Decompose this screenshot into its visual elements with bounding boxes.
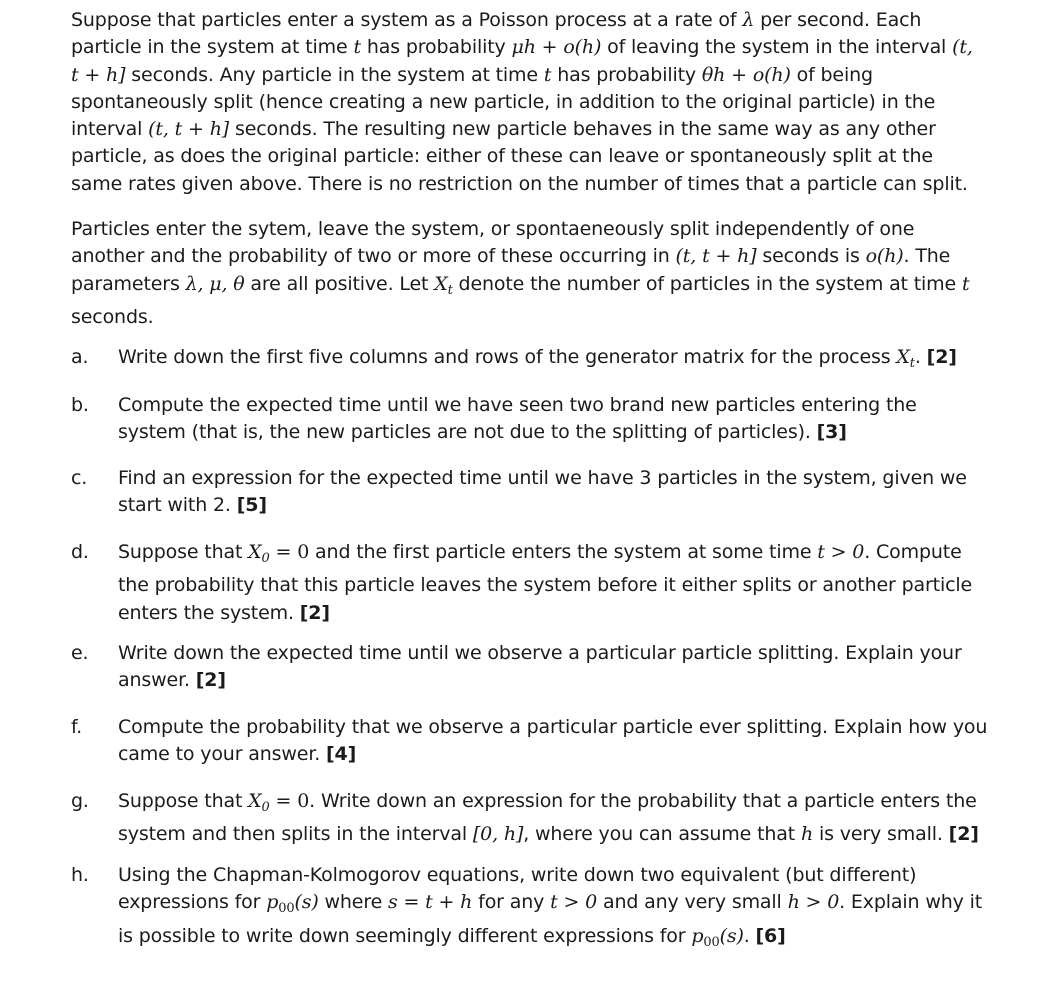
question-label: h. xyxy=(71,864,89,886)
question-text xyxy=(118,344,988,377)
text: of being spontaneously split (hence creating a new particle, in addition to the original particle) in the interval xyxy=(71,63,936,141)
text: Using the Chapman-Kolmogorov equations, write down two equivalent (but different) expressions for xyxy=(118,864,917,914)
text: . xyxy=(743,924,756,947)
math-subscript: 0 xyxy=(261,551,270,566)
question-text xyxy=(118,640,988,695)
question-text xyxy=(118,788,988,849)
math-subscript: 00 xyxy=(278,901,295,917)
math-lambda: λ xyxy=(742,9,755,31)
text: seconds is xyxy=(756,245,866,268)
text: Compute the expected time until we have seen two brand new particles entering the system (that is, the new particles are not due to the splitting of particles). xyxy=(118,394,917,444)
text: . xyxy=(914,346,927,368)
question-text xyxy=(118,714,988,769)
math-t-positive: t > 0 xyxy=(817,541,865,563)
text: . Explain why it is possible to write down seemingly different expressions for xyxy=(118,891,983,947)
text: . Write down an expression for the probability that a particle enters the system and then splits in the interval xyxy=(118,790,977,846)
text: . The parameters xyxy=(71,245,951,295)
intro-paragraph-2 xyxy=(71,216,986,331)
text: Suppose that xyxy=(118,541,249,563)
question-label: g. xyxy=(71,790,89,812)
math-interval: (t, t + h] xyxy=(71,36,973,86)
text: Find an expression for the expected time until we have 3 particles in the system, given we start with 2. xyxy=(118,467,967,517)
math-s: (s) xyxy=(294,891,319,914)
math-split-prob: θh + o(h) xyxy=(701,63,791,86)
marks: [6] xyxy=(755,924,786,947)
math-interval: [0, h] xyxy=(472,823,524,846)
marks: [2] xyxy=(195,669,226,692)
text: are all positive. Let xyxy=(244,272,435,295)
math-interval: (t, t + h] xyxy=(148,118,230,141)
text: is very small. xyxy=(813,823,949,846)
math-subscript: t xyxy=(909,356,915,371)
math-p: p xyxy=(691,924,704,947)
math-equals-zero: = 0 xyxy=(269,541,310,563)
question-label: d. xyxy=(71,541,89,563)
text: seconds. xyxy=(71,305,154,328)
math-leave-prob: μh + o(h) xyxy=(511,36,602,59)
text: has probability xyxy=(551,63,702,86)
question-label: e. xyxy=(71,642,89,664)
math-t-positive: t > 0 xyxy=(550,891,598,914)
math-p: p xyxy=(266,891,279,914)
math-subscript: t xyxy=(447,282,453,298)
question-text xyxy=(118,539,988,627)
marks: [2] xyxy=(299,601,330,624)
text: seconds. Any particle in the system at time xyxy=(125,63,544,86)
math-t: t xyxy=(353,36,361,59)
marks: [2] xyxy=(926,346,957,368)
marks: [5] xyxy=(236,494,267,517)
text: Write down the first five columns and rows of the generator matrix for the process xyxy=(118,346,897,368)
text: and any very small xyxy=(597,891,788,914)
math-t: t xyxy=(961,272,970,295)
math-t: t xyxy=(543,63,552,86)
text: Particles enter the sytem, leave the system, or spontaeneously split independently of one another and the probability of two or more of these occurring in xyxy=(71,218,915,268)
question-text xyxy=(118,862,988,956)
marks: [2] xyxy=(948,823,979,846)
text: Write down the expected time until we observe a particular particle splitting. Explain your answer. xyxy=(118,642,962,692)
question-label: b. xyxy=(71,394,89,416)
text: of leaving the system in the interval xyxy=(601,36,953,59)
math-X: X xyxy=(896,346,910,368)
text: denote the number of particles in the system at time xyxy=(452,272,962,295)
text: seconds. The resulting new particle behaves in the same way as any other particle, as does the original particle: either of these can leave or spontaneously split at the same rates given above. There is no restriction on the number of times that a particle can split. xyxy=(71,118,968,195)
math-X: X xyxy=(248,541,262,563)
intro-paragraph-1 xyxy=(71,7,986,198)
math-parameters: λ, μ, θ xyxy=(185,272,245,295)
math-subscript: 0 xyxy=(261,800,270,815)
question-text xyxy=(118,465,988,520)
question-text xyxy=(118,392,988,447)
text: , where you can assume that xyxy=(523,823,801,846)
math-s-equals: s = t + h xyxy=(388,891,473,914)
math-equals-zero: = 0 xyxy=(269,790,310,812)
text: has probability xyxy=(360,36,512,59)
math-interval: (t, t + h] xyxy=(675,245,757,268)
marks: [3] xyxy=(816,421,847,444)
math-s: (s) xyxy=(719,924,744,947)
text: . Compute the probability that this particle leaves the system before it either splits or another particle enters the system. xyxy=(118,541,973,624)
text: and the first particle enters the system at some time xyxy=(309,541,818,563)
question-label: f. xyxy=(71,716,83,738)
math-X: X xyxy=(434,272,448,295)
math-o-h: o(h) xyxy=(865,245,904,268)
math-subscript: 00 xyxy=(703,934,720,950)
math-X: X xyxy=(248,790,262,812)
math-h-positive: h > 0 xyxy=(787,891,840,914)
text: Compute the probability that we observe a particular particle ever splitting. Explain how you came to your answer. xyxy=(118,716,988,766)
text: Suppose that particles enter a system as a Poisson process at a rate of xyxy=(71,9,743,31)
text: per second. Each particle in the system at time xyxy=(71,9,922,59)
marks: [4] xyxy=(326,743,357,766)
question-label: a. xyxy=(71,346,89,368)
question-label: c. xyxy=(71,467,88,489)
text: Suppose that xyxy=(118,790,249,812)
text: for any xyxy=(472,891,551,914)
text: where xyxy=(318,891,388,914)
math-h: h xyxy=(800,823,814,846)
